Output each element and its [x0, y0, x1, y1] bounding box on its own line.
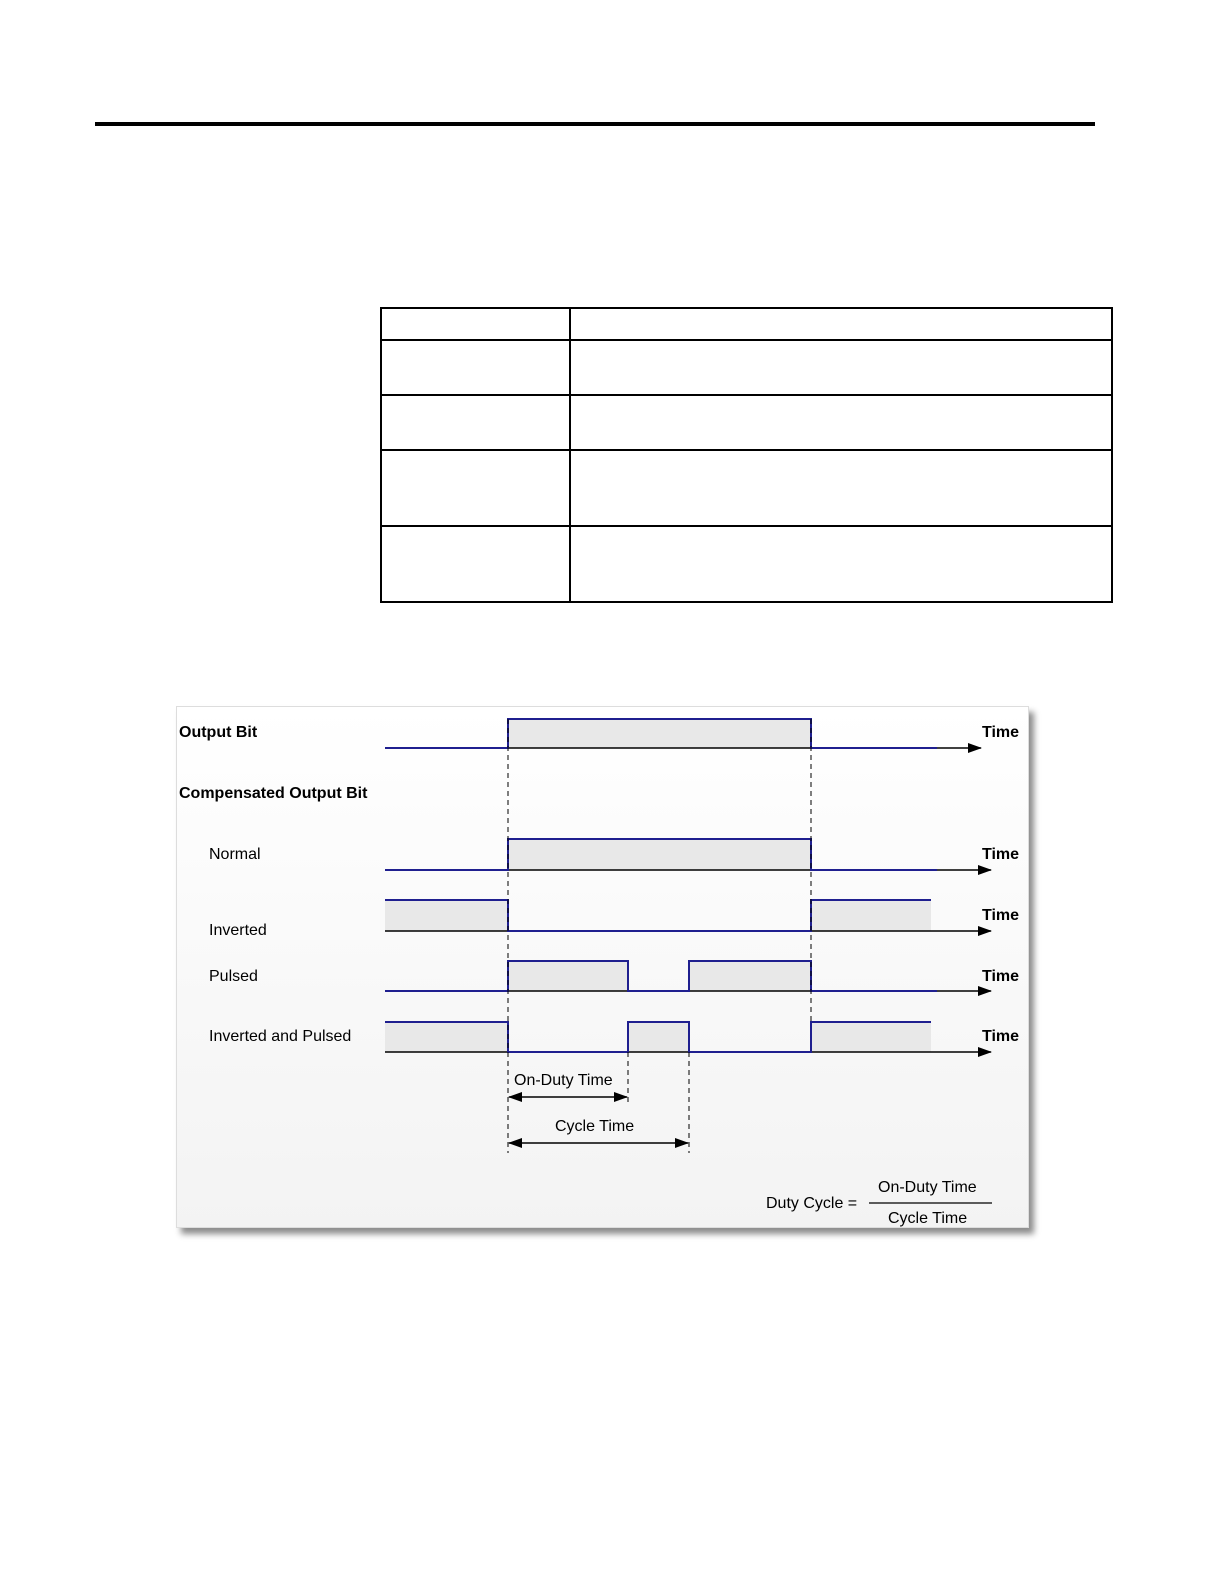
output-bit-waveform: [385, 719, 981, 748]
table-cell: [381, 308, 570, 340]
table-cell: [570, 395, 1112, 450]
cycle-time-label: Cycle Time: [555, 1118, 635, 1135]
table-cell: [570, 526, 1112, 602]
time-label: Time: [982, 1028, 1020, 1045]
output-bit-label: Output Bit: [179, 724, 258, 741]
duty-cycle-label: Duty Cycle =: [766, 1195, 858, 1212]
table-cell: [381, 526, 570, 602]
table-cell: [570, 340, 1112, 395]
normal-waveform: [385, 839, 991, 870]
time-label: Time: [982, 907, 1020, 924]
time-label: Time: [982, 724, 1020, 741]
pulsed-label: Pulsed: [209, 968, 258, 985]
timing-diagram-svg: [177, 707, 1028, 1227]
table-cell: [381, 395, 570, 450]
timing-diagram: [176, 706, 1029, 1228]
table-row: [381, 395, 1112, 450]
table-cell: [570, 308, 1112, 340]
on-duty-time-label: On-Duty Time: [514, 1072, 613, 1089]
table-row: [381, 450, 1112, 526]
inverted-label: Inverted: [209, 922, 267, 939]
table-row: [381, 340, 1112, 395]
formula-denominator: Cycle Time: [888, 1210, 968, 1227]
compensated-output-bit-label: Compensated Output Bit: [179, 785, 368, 802]
table-cell: [381, 450, 570, 526]
time-label: Time: [982, 968, 1020, 985]
inverted-waveform: [385, 900, 991, 931]
table-cell: [570, 450, 1112, 526]
table-row: [381, 526, 1112, 602]
time-label: Time: [982, 846, 1020, 863]
inverted-and-pulsed-waveform: [385, 1022, 991, 1052]
description-table: [380, 307, 1113, 603]
table-row: [381, 308, 1112, 340]
header-rule: [95, 122, 1095, 126]
table-cell: [381, 340, 570, 395]
pulsed-waveform: [385, 961, 991, 991]
inverted-and-pulsed-label: Inverted and Pulsed: [209, 1028, 352, 1045]
normal-label: Normal: [209, 846, 261, 863]
formula-numerator: On-Duty Time: [878, 1179, 977, 1196]
